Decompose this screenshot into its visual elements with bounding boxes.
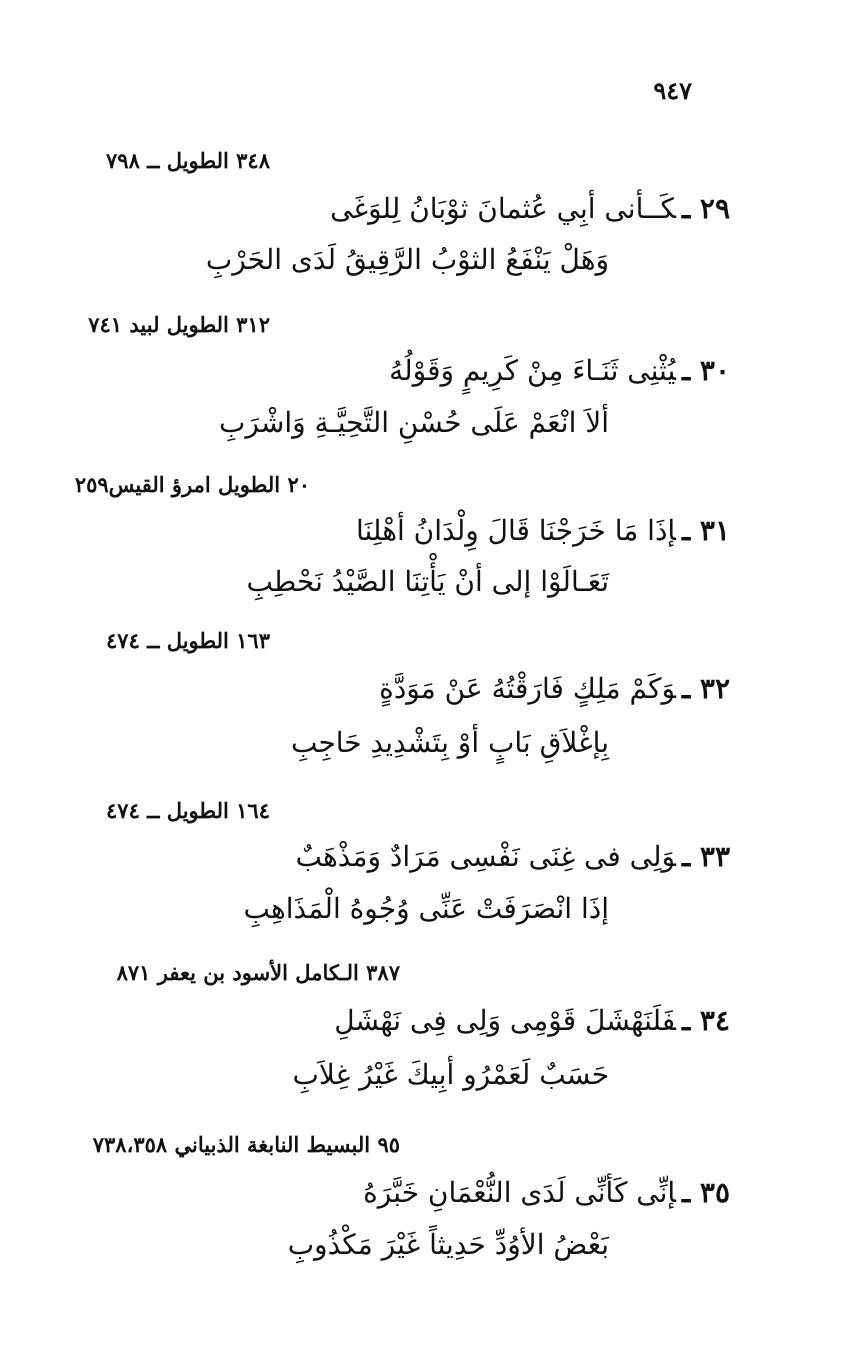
- verse-first-hemistich: [379, 672, 730, 705]
- verse-reference: ٩٥ البسيط النابغة الذبياني ٧٣٨،٣٥٨: [92, 1132, 400, 1157]
- verse-first-hemistich: [363, 1176, 730, 1209]
- verse-line-1-text: وَكَمْ مَلِكٍ فَارَقْتُهُ عَنْ مَوَدَّةٍ: [379, 672, 676, 705]
- verse-first-hemistich: [356, 514, 730, 547]
- verse-line-1-text: إنِّى كَأنِّى لَدَى النُّعْمَانِ خَبَّرَهُ: [363, 1176, 676, 1209]
- verse-reference: ١٦٤ الطويل ــ ٤٧٤: [106, 798, 270, 823]
- verse-number: ٣٠ ـ: [681, 354, 730, 387]
- verse-line-1-text: وَلِى فى غِنَى نَفْسِى مَرَادٌ وَمَذْهَبٌ: [295, 840, 676, 873]
- verse-first-hemistich: [334, 1004, 730, 1037]
- verse-number: ٣٤ ـ: [681, 1004, 730, 1037]
- verse-reference: ١٦٣ الطويل ــ ٤٧٤: [106, 628, 270, 653]
- verse-second-hemistich: ألاَ انْعَمْ عَلَى حُسْنِ التَّحِيَّـةِ وَاشْرَبِ: [219, 406, 609, 439]
- verse-line-1-text: فَلَنَهْشَلَ قَوْمِى وَلِى فِى نَهْشَلِ: [334, 1004, 676, 1037]
- verse-reference: ٣١٢ الطويل لبيد ٧٤١: [88, 312, 270, 337]
- page-number: ٩٤٧: [653, 76, 692, 105]
- verse-reference: ٣٨٧ الـكامل الأسود بن يعفر ٨٧١: [116, 960, 400, 985]
- verse-reference: ٢٠ الطويل امرؤ القيس٢٥٩: [74, 472, 310, 497]
- verse-first-hemistich: [389, 354, 730, 387]
- verse-second-hemistich: وَهَلْ يَنْفَعُ الثوْبُ الرَّقِيقُ لَدَى الحَرْبِ: [205, 243, 609, 276]
- verse-line-1-text: إذَا مَا خَرَجْنَا قَالَ وِلْدَانُ أهْلِنَا: [355, 514, 676, 547]
- verse-first-hemistich: [296, 840, 730, 873]
- verse-number: ٣٢ ـ: [681, 672, 730, 705]
- verse-second-hemistich: بِإغْلاَقِ بَابٍ أوْ بِتَشْدِيدِ حَاجِبِ: [290, 726, 609, 759]
- verse-second-hemistich: تَعَـالَوْا إلى أنْ يَأْتِنَا الصَّيْدُ نَحْطِبِ: [246, 565, 609, 598]
- verse-number: ٣٣ ـ: [681, 840, 730, 873]
- verse-number: ٢٩ ـ: [681, 192, 730, 225]
- verse-first-hemistich: [330, 192, 730, 225]
- verse-reference: ٣٤٨ الطويل ــ ٧٩٨: [106, 148, 270, 173]
- verse-number: ٣٥ ـ: [681, 1176, 730, 1209]
- verse-number: ٣١ ـ: [681, 514, 730, 547]
- verse-line-1-text: يُثْنِى ثَنَـاءَ مِنْ كَرِيمٍ وَقَوْلُهُ: [389, 354, 676, 387]
- verse-second-hemistich: حَسَبٌ لَعَمْرُو أبِيكَ غَيْرُ غِلاَبِ: [292, 1058, 609, 1091]
- verse-second-hemistich: إذَا انْصَرَفَتْ عَنِّى وُجُوهُ الْمَذَاهِبِ: [243, 892, 609, 925]
- verse-line-1-text: كَــأنى أبِي عُثمانَ ثوْبَانُ لِلوَغَى: [330, 192, 676, 225]
- verse-second-hemistich: بَعْضُ الأوُدِّ حَدِيثاً غَيْرَ مَكْذُوبِ: [287, 1228, 609, 1261]
